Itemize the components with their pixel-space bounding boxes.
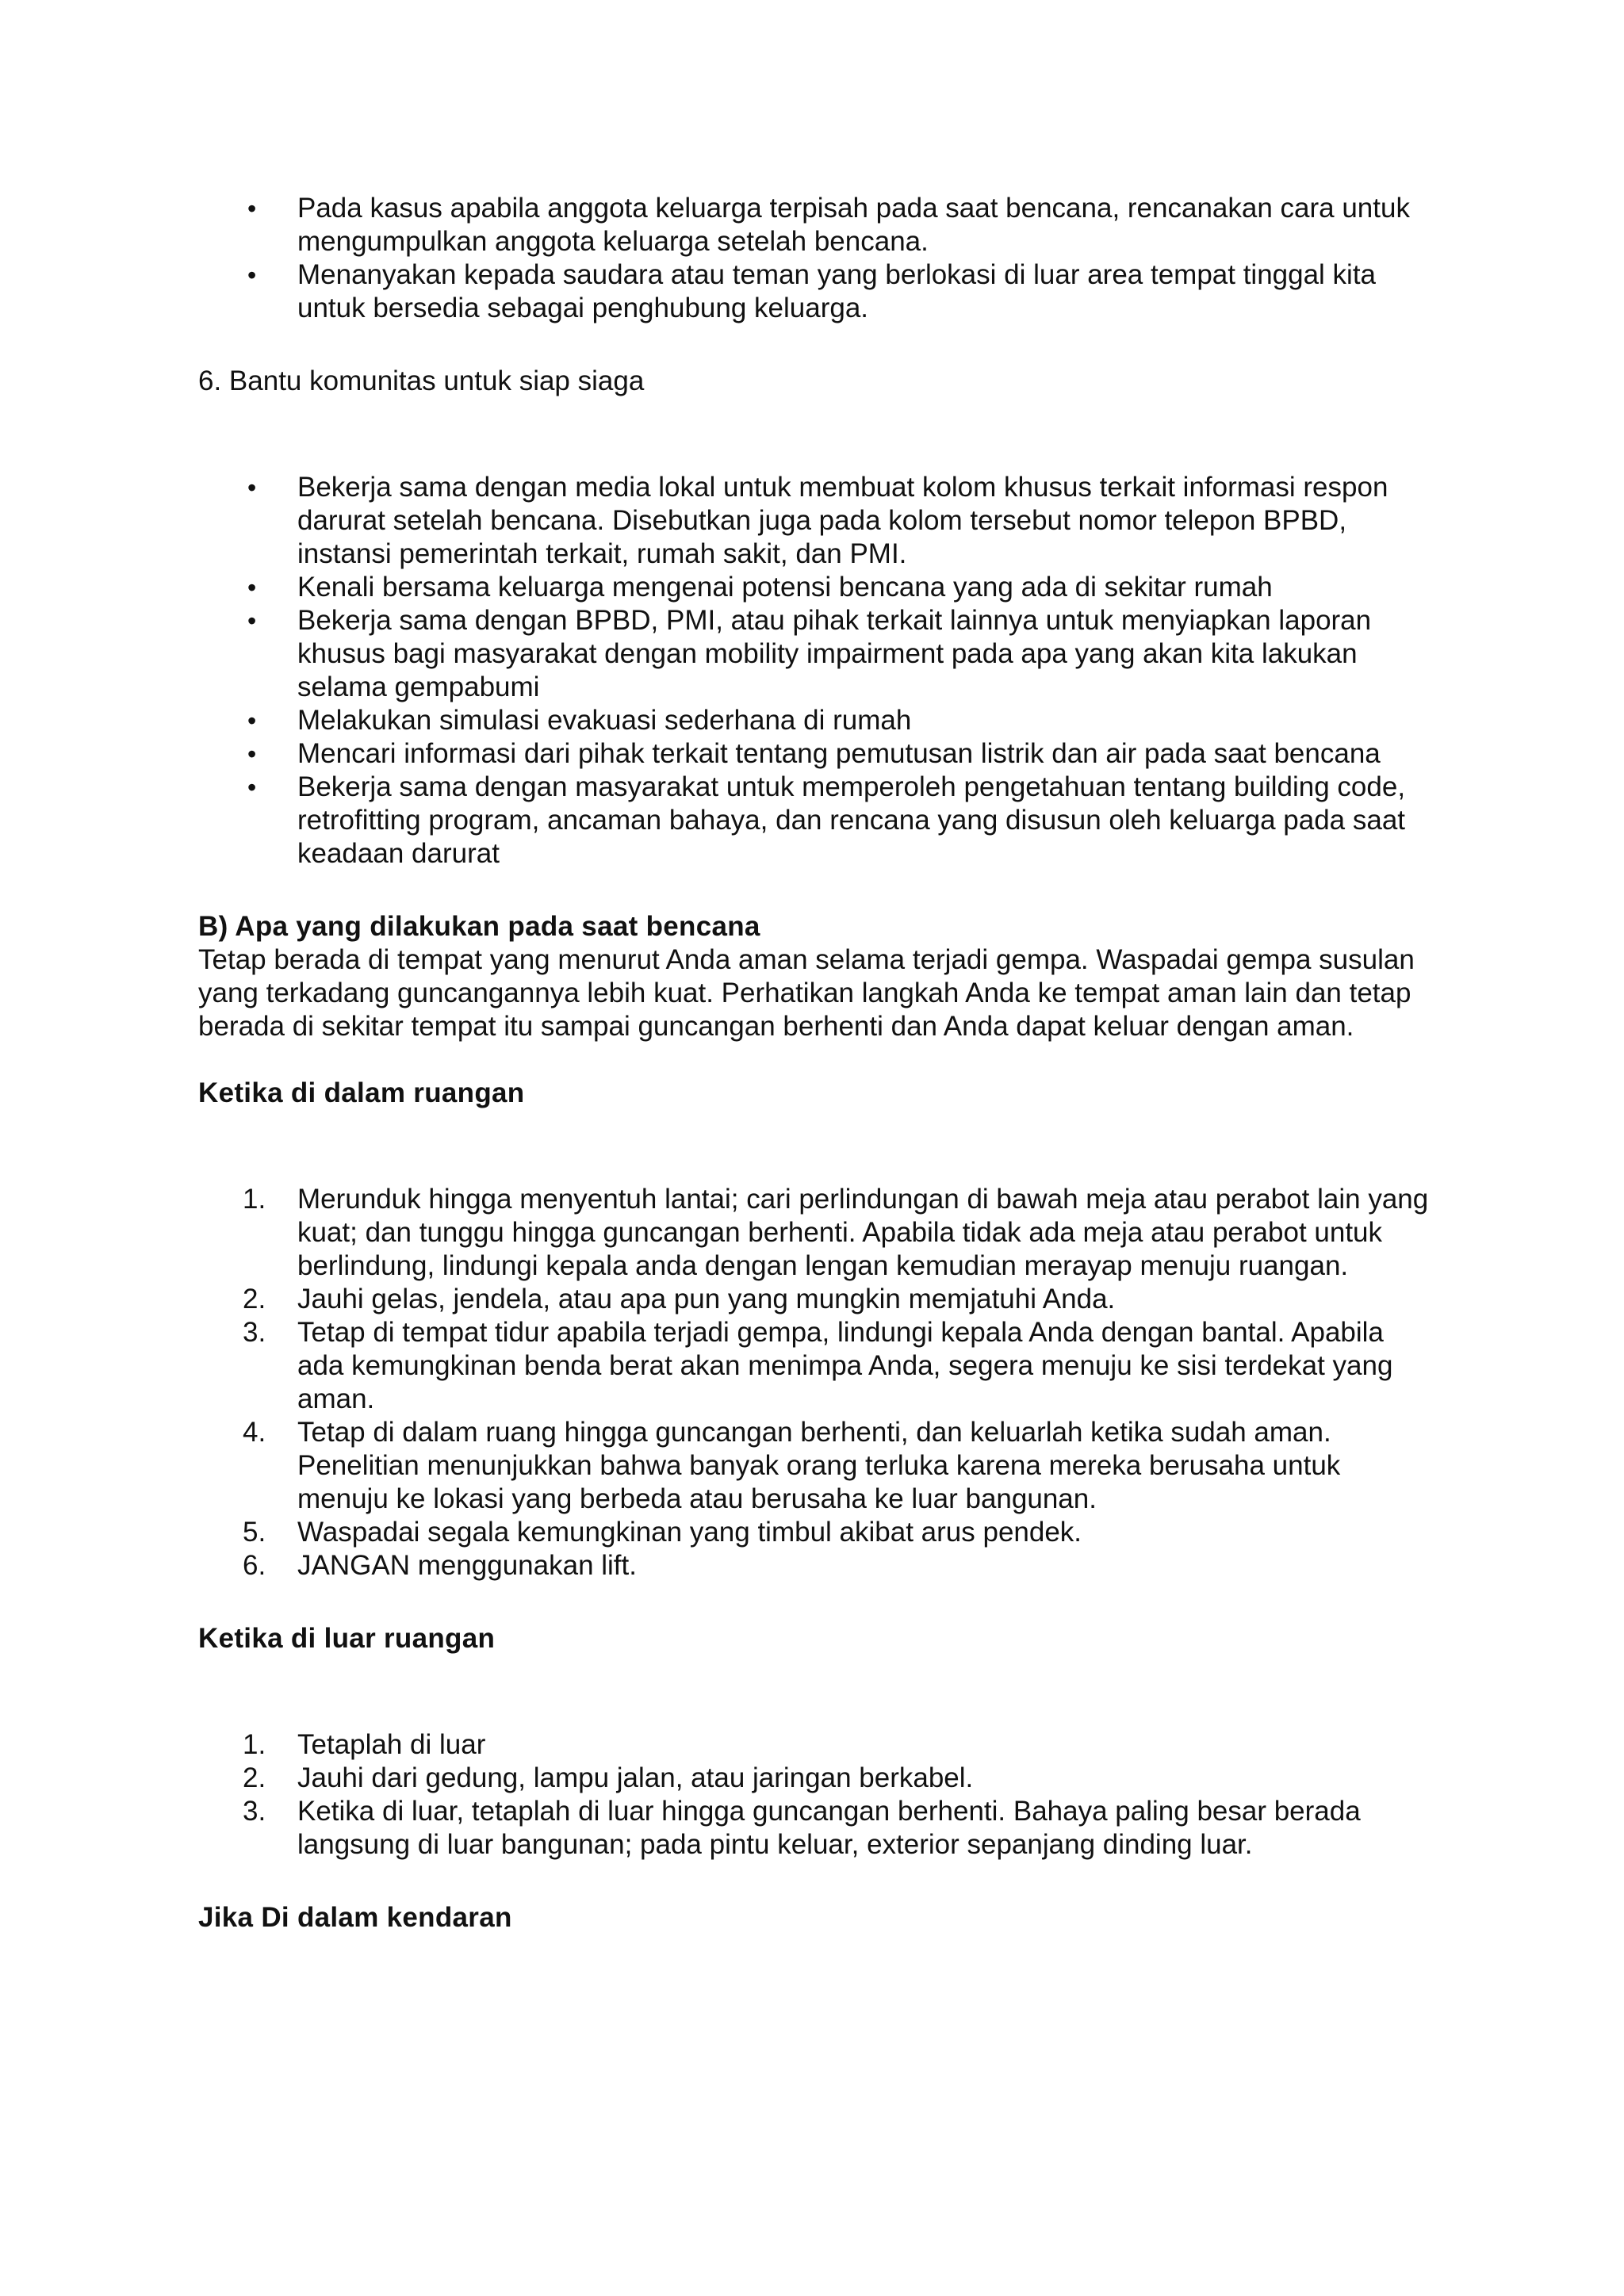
- list-item: [198, 737, 1435, 771]
- list-item-text: Ketika di luar, tetaplah di luar hingga guncangan berhenti. Bahaya paling besar berada langsung di luar bangunan; pada pintu keluar, exterior sepanjang dinding luar.: [297, 1796, 1361, 1860]
- list-number: 2.: [243, 1762, 266, 1793]
- list-item: [198, 471, 1435, 571]
- list-number: 4.: [243, 1417, 266, 1448]
- list-item: [198, 258, 1435, 325]
- section-b-heading: B) Apa yang dilakukan pada saat bencana: [198, 911, 760, 942]
- list-item-text: Pada kasus apabila anggota keluarga terpisah pada saat bencana, rencanakan cara untuk mengumpulkan anggota keluarga setelah bencana.: [297, 193, 1410, 257]
- list-item: [198, 1183, 1435, 1283]
- list-item: [198, 1549, 1435, 1582]
- list-item: [198, 1795, 1435, 1862]
- list-item: [198, 1762, 1435, 1795]
- list-item-text: Bekerja sama dengan BPBD, PMI, atau pihak terkait lainnya untuk menyiapkan laporan khusus bagi masyarakat dengan mobility impairment pada apa yang akan kita lakukan selama gempabumi: [297, 605, 1372, 702]
- list-number: 2.: [243, 1284, 266, 1314]
- section-6-title: 6. Bantu komunitas untuk siap siaga: [198, 365, 645, 396]
- top-bullet-list: [198, 192, 1435, 325]
- list-item: [198, 1316, 1435, 1416]
- list-number: 3.: [243, 1317, 266, 1348]
- list-item-text: Tetap di dalam ruang hingga guncangan berhenti, dan keluarlah ketika sudah aman. Penelitian menunjukkan bahwa banyak orang terluka karena mereka berusaha untuk menuju ke lokasi yang berbeda atau berusaha ke luar bangunan.: [297, 1417, 1341, 1514]
- bullet-marker: •: [247, 261, 257, 289]
- bullet-marker: •: [247, 740, 257, 768]
- list-item-text: Bekerja sama dengan media lokal untuk membuat kolom khusus terkait informasi respon darurat setelah bencana. Disebutkan juga pada kolom tersebut nomor telepon BPBD, instansi pemerintah terkait, rumah sakit, dan PMI.: [297, 472, 1388, 569]
- list-item-text: JANGAN menggunakan lift.: [297, 1550, 637, 1581]
- indoor-numbered-list: [198, 1183, 1435, 1582]
- list-number: 3.: [243, 1796, 266, 1827]
- list-item-text: Melakukan simulasi evakuasi sederhana di rumah: [297, 705, 912, 736]
- list-item: [198, 1283, 1435, 1316]
- bullet-marker: •: [247, 473, 257, 502]
- list-item-text: Tetaplah di luar: [297, 1729, 486, 1760]
- list-item: [198, 1728, 1435, 1762]
- outdoor-heading: Ketika di luar ruangan: [198, 1623, 496, 1654]
- list-item: [198, 1516, 1435, 1549]
- section-b-intro: Tetap berada di tempat yang menurut Anda aman selama terjadi gempa. Waspadai gempa susulan yang terkadang guncangannya lebih kuat. Perhatikan langkah Anda ke tempat aman lain dan tetap berada di sekitar tempat itu sampai guncangan berhenti dan Anda dapat keluar dengan aman.: [198, 944, 1415, 1042]
- bullet-marker: •: [247, 194, 257, 223]
- bullet-marker: •: [247, 607, 257, 635]
- list-item-text: Bekerja sama dengan masyarakat untuk memperoleh pengetahuan tentang building code, retrofitting program, ancaman bahaya, dan rencana yang disusun oleh keluarga pada saat keadaan darurat: [297, 771, 1406, 869]
- list-item-text: Waspadai segala kemungkinan yang timbul akibat arus pendek.: [297, 1517, 1082, 1548]
- list-item: [198, 1416, 1435, 1516]
- list-number: 1.: [243, 1729, 266, 1760]
- bullet-marker: •: [247, 706, 257, 735]
- document-page: [198, 192, 1435, 1934]
- list-item: [198, 771, 1435, 871]
- vehicle-heading: Jika Di dalam kendaran: [198, 1902, 512, 1933]
- section-6-bullet-list: [198, 471, 1435, 871]
- indoor-heading: Ketika di dalam ruangan: [198, 1077, 525, 1108]
- list-item-text: Jauhi gelas, jendela, atau apa pun yang mungkin memjatuhi Anda.: [297, 1284, 1116, 1314]
- list-item-text: Merunduk hingga menyentuh lantai; cari perlindungan di bawah meja atau perabot lain yang kuat; dan tunggu hingga guncangan berhenti. Apabila tidak ada meja atau perabot untuk berlindung, lindungi kepala anda dengan lengan kemudian merayap menuju ruangan.: [297, 1184, 1429, 1281]
- bullet-marker: •: [247, 773, 257, 802]
- list-item-text: Menanyakan kepada saudara atau teman yang berlokasi di luar area tempat tinggal kita untuk bersedia sebagai penghubung keluarga.: [297, 259, 1377, 323]
- list-item-text: Mencari informasi dari pihak terkait tentang pemutusan listrik dan air pada saat bencana: [297, 738, 1381, 769]
- list-item-text: Jauhi dari gedung, lampu jalan, atau jaringan berkabel.: [297, 1762, 974, 1793]
- list-item: [198, 604, 1435, 704]
- list-item-text: Tetap di tempat tidur apabila terjadi gempa, lindungi kepala Anda dengan bantal. Apabila ada kemungkinan benda berat akan menimpa Anda, segera menuju ke sisi terdekat yang aman.: [297, 1317, 1393, 1414]
- list-item: [198, 571, 1435, 604]
- list-number: 6.: [243, 1550, 266, 1581]
- list-item: [198, 704, 1435, 737]
- list-number: 1.: [243, 1184, 266, 1215]
- outdoor-numbered-list: [198, 1728, 1435, 1862]
- list-item: [198, 192, 1435, 258]
- list-number: 5.: [243, 1517, 266, 1548]
- list-item-text: Kenali bersama keluarga mengenai potensi bencana yang ada di sekitar rumah: [297, 572, 1273, 603]
- bullet-marker: •: [247, 573, 257, 602]
